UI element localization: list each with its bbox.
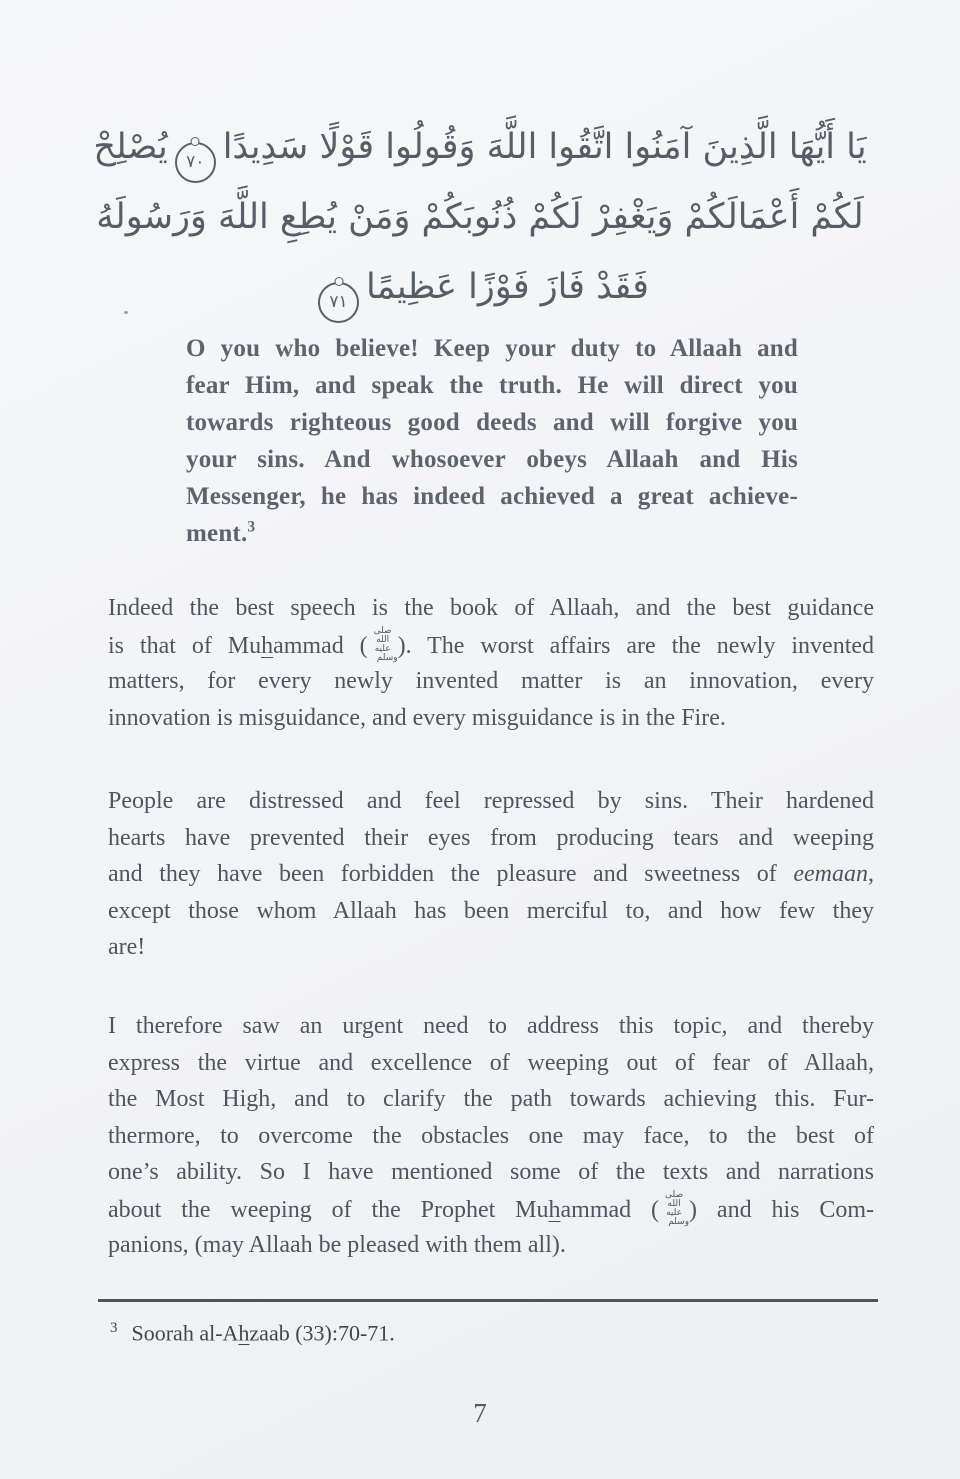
text-segment: Messenger, he has indeed achieved a great achieve- bbox=[186, 483, 798, 510]
verse-translation-quote bbox=[186, 330, 798, 552]
text-segment: People are distressed and feel repressed by sins. Their hardened bbox=[108, 788, 874, 814]
text-line bbox=[108, 1154, 874, 1191]
footnote-divider bbox=[98, 1299, 878, 1302]
text-line bbox=[108, 1045, 874, 1082]
text-segment: are! bbox=[108, 934, 146, 960]
text-segment: يَا أَيُّهَا الَّذِينَ آمَنُوا اتَّقُوا اللَّهَ وَقُولُوا قَوْلًا سَدِيدًا bbox=[222, 127, 867, 167]
text-line bbox=[70, 252, 890, 322]
text-segment: ammad ( bbox=[273, 632, 368, 659]
body-paragraph-urgent-need bbox=[108, 1008, 874, 1264]
text-segment: Indeed the best speech is the book of Allaah, and the best guidance bbox=[108, 595, 874, 621]
text-segment: ment. bbox=[186, 520, 248, 547]
text-line bbox=[108, 627, 874, 664]
text-line bbox=[108, 1118, 874, 1155]
u-segment: h bbox=[238, 1320, 250, 1346]
pbuh-segment: صلى الله عليه وسلم bbox=[664, 1189, 690, 1227]
text-line bbox=[108, 820, 874, 857]
page-number: 7 bbox=[473, 1398, 487, 1428]
text-segment: fear Him, and speak the truth. He will direct you bbox=[186, 372, 798, 399]
ayah-segment: ٧٠ bbox=[175, 142, 216, 183]
text-segment: the Most High, and to clarify the path towards achieving this. Fur- bbox=[108, 1086, 874, 1112]
fnmark-segment: 3 bbox=[110, 1320, 118, 1336]
u-segment: h bbox=[548, 1196, 561, 1223]
text-line bbox=[108, 893, 874, 930]
text-segment: about the weeping of the Prophet Mu bbox=[108, 1196, 549, 1223]
text-segment: لَكُمْ أَعْمَالَكُمْ وَيَغْفِرْ لَكُمْ ذُنُوبَكُمْ وَمَنْ يُطِعِ اللَّهَ وَرَسُولَهُ bbox=[96, 197, 864, 237]
text-segment: thermore, to overcome the obstacles one may face, to the best of bbox=[108, 1122, 874, 1149]
body-paragraph-people-distressed bbox=[108, 783, 874, 966]
text-line bbox=[186, 367, 798, 404]
ayah-segment: ٧١ bbox=[318, 282, 359, 323]
i-segment: eemaan bbox=[793, 861, 868, 887]
text-segment: panions, (may Allaah be pleased with them all). bbox=[108, 1232, 566, 1258]
text-segment: your sins. And whosoever obeys Allaah and His bbox=[186, 446, 798, 473]
text-segment: is that of Mu bbox=[108, 632, 262, 659]
scan-speck bbox=[124, 311, 128, 314]
text-segment: O you who believe! Keep your duty to Allaah and bbox=[186, 335, 798, 362]
text-line bbox=[108, 700, 874, 737]
text-segment: one’s ability. So I have mentioned some of the texts and narrations bbox=[108, 1159, 874, 1185]
quran-verse-arabic bbox=[70, 112, 890, 322]
text-segment: ) and his Com- bbox=[689, 1196, 874, 1223]
text-line bbox=[186, 478, 798, 515]
text-segment: innovation is misguidance, and every misguidance is in the Fire. bbox=[108, 704, 726, 731]
text-segment: express the virtue and excellence of weeping out of fear of Allaah, bbox=[108, 1049, 874, 1076]
text-segment: hearts have prevented their eyes from producing tears and weeping bbox=[108, 824, 874, 851]
text-line bbox=[110, 1311, 395, 1350]
text-segment: ). The worst affairs are the newly invented bbox=[397, 632, 875, 659]
text-line bbox=[186, 515, 798, 552]
text-segment: towards righteous good deeds and will forgive you bbox=[186, 409, 798, 436]
text-line bbox=[108, 783, 874, 820]
pbuh-segment: صلى الله عليه وسلم bbox=[373, 625, 398, 663]
text-segment: and they have been forbidden the pleasure and sweetness of bbox=[108, 861, 794, 887]
text-line bbox=[108, 590, 874, 627]
text-segment: except those whom Allaah has been merciful to, and how few they bbox=[108, 897, 874, 924]
text-line bbox=[186, 330, 798, 367]
u-segment: h bbox=[261, 632, 274, 659]
text-segment: يُصْلِحْ bbox=[93, 127, 168, 167]
text-segment: فَقَدْ فَازَ فَوْزًا عَظِيمًا bbox=[366, 267, 649, 307]
text-segment: I therefore saw an urgent need to address this topic, and thereby bbox=[108, 1013, 874, 1039]
text-segment: matters, for every newly invented matter is an innovation, every bbox=[108, 668, 874, 694]
text-segment: Soorah al-A bbox=[131, 1320, 239, 1346]
text-line bbox=[108, 1191, 874, 1228]
text-line bbox=[108, 1081, 874, 1118]
text-line bbox=[108, 856, 874, 893]
sup-segment: 3 bbox=[247, 518, 256, 536]
text-line bbox=[70, 112, 890, 182]
body-paragraph-best-speech bbox=[108, 590, 874, 736]
text-line bbox=[108, 1008, 874, 1045]
text-segment: , bbox=[868, 861, 874, 887]
text-line bbox=[186, 404, 798, 441]
footnote-soorah-reference bbox=[110, 1311, 395, 1350]
text-segment: ammad ( bbox=[560, 1196, 660, 1223]
text-line bbox=[108, 663, 874, 700]
text-line bbox=[108, 929, 874, 966]
text-line bbox=[186, 441, 798, 478]
text-line bbox=[70, 182, 890, 252]
text-line bbox=[108, 1227, 874, 1264]
text-segment: zaab (33):70-71. bbox=[249, 1320, 395, 1346]
